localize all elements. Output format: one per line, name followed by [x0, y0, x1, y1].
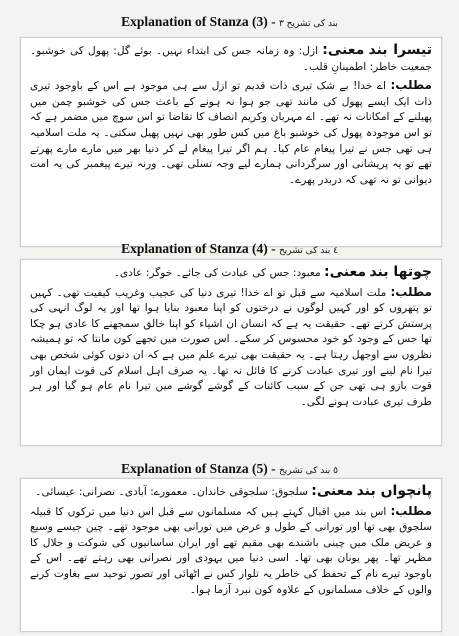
stanza-5-vocab-heading: پانچواں بند [356, 483, 432, 499]
stanza-4-vocab-text: معبود: جس کی عبادت کی جائے۔ خوگر: عادی۔ [113, 267, 321, 279]
stanza-3-meaning-label: مطلب: [390, 78, 432, 93]
stanza-3-vocab-text: ازل: وہ زمانہ جس کی ابتداء نہیں۔ بوئے گل: پھول کی خوشبو۔ جمعیت خاطر: اطمینانِ قلب۔ [30, 45, 432, 73]
stanza-4-vocabulary [30, 265, 432, 282]
stanza-4-box [20, 259, 442, 446]
stanza-3-title-english: Explanation of Stanza (3) - [121, 14, 276, 29]
stanza-5-box [20, 478, 442, 632]
stanza-3-meaning-text: اے خدا! بے شک تیری ذات قدیم تو ازل سے ہی موجود ہے اس کے باوجود تیری ذات ایک ایسے پھول کی مانند تھی جو ہوا نہ ہونے کے باعث جس کی خوشبو چمن میں پھیلنے کے امکانات نہ تھے۔ اے مہربان وکریم انصاف کا تقاضا تو اس سوچ میں مضمر ہے کہ تو اس موجودہ پھول کی خوشبو باغ میں کس طور بھی نہیں پھیل سکتی۔ یہ ملت اسلامیہ ہی تھی جس نے تیرا پیغام عام کیا۔ ہم اگر تیرا پیغام لے کر دنیا بھر میں مارے مارے پھرتے تھے تو یہ پریشانی اور سرگردانی ہمارے لیے وجہ تسلی تھی۔ ورنہ تیرے پیغمبر کی یہ امت دیوانی تو نہ تھی کہ دربدر پھرے۔ [30, 80, 432, 186]
stanza-3-content [21, 38, 441, 195]
stanza-4-meaning-label: مطلب: [390, 284, 432, 299]
stanza-3-title-urdu: ۳ بند کی تشریح [278, 19, 338, 29]
stanza-4-title-urdu: ٤ بند کی تشریح [278, 246, 338, 256]
stanza-4-heading [0, 241, 459, 257]
stanza-4-meaning [30, 285, 432, 411]
stanza-5-meaning-label: مطلب: [390, 503, 432, 518]
stanza-5-title-urdu: ٥ بند کی تشریح [278, 466, 338, 476]
stanza-3-vocab-label: معنی: [322, 42, 365, 58]
stanza-5-vocab-text: سلجوق: سلجوقی خاندان۔ معمورے: آبادی۔ نصرانی: عیسائی۔ [35, 486, 308, 498]
stanza-4-content [21, 260, 441, 417]
stanza-3-meaning [30, 78, 432, 188]
stanza-5-vocab-label: معنی: [311, 483, 354, 499]
stanza-5-title-english: Explanation of Stanza (5) - [121, 461, 276, 476]
stanza-5-vocabulary [30, 484, 432, 501]
stanza-4-vocab-label: معنی: [324, 264, 367, 280]
stanza-3-heading [0, 14, 459, 30]
stanza-3-box [20, 37, 442, 247]
stanza-5-meaning [30, 504, 432, 599]
stanza-4-title-english: Explanation of Stanza (4) - [121, 241, 276, 256]
stanza-5-content [21, 479, 441, 605]
stanza-3-vocabulary [30, 43, 432, 75]
stanza-5-heading [0, 461, 459, 477]
stanza-4-vocab-heading: چوتھا بند [369, 264, 432, 280]
stanza-4-meaning-text: ملت اسلامیہ سے قبل تو اے خدا! تیری دنیا کی عجیب وغریب کیفیت تھی۔ کہیں تو پتھروں کو اور کہیں لوگوں نے درختوں کو اپنا معبود بنایا ہوا تھا اور یہ لوگ انہی کی پرستش کرتے تھے۔ حقیقت یہ ہے کہ انسان ان اشیاء کو اپنا خالق سمجھنے کا عادی ہو چکا تھا جس کے وجود کو خود محسوس کر سکے۔ اس صورت میں تجھے کون مانتا کہ تو ہمیشہ نظروں سے اوجھل رہتا ہے۔ یہ حقیقت بھی تیرے علم میں ہے کہ ان دنوں کوئی شخص بھی تیرا نام لینے اور تیری عبادت کرنے کا قائل نہ تھا۔ یہ صرف اہل اسلام کی قوت ایمان اور قوت بازو ہی تھی جن کے سبب کائنات کے گوشے گوشے میں تیرا نام عام ہو گیا اور ہر طرف تیری عبادت ہونے لگی۔ [30, 286, 432, 408]
stanza-5-meaning-text: اس بند میں اقبال کہتے ہیں کہ مسلمانوں سے قبل اس دنیا میں ترکوں کا قبیلہ سلجوق بھی تھا اور تورانی کے طول و عرض میں تورانی بھی موجود تھے۔ چین جیسے وسیع و عریض ملک میں چینی باشندے بھی مقیم تھے اور ایران ساسانیوں کی شوکت و جلال کا مظہر تھا۔ پھر یونان بھی تھا۔ اسی دنیا میں یہودی اور نصرانی بھی رہتے تھے۔ اس کے باوجود تیرے نام کے تحفظ کی خاطر یہ تلوار کس نے اٹھائی اور تصور توحید سے بغاوت کرنے والوں کے خلاف مسلمانوں کے علاوہ کون نبرد آزما ہوا۔ [30, 505, 432, 596]
stanza-3-vocab-heading: تیسرا بند [368, 42, 432, 58]
